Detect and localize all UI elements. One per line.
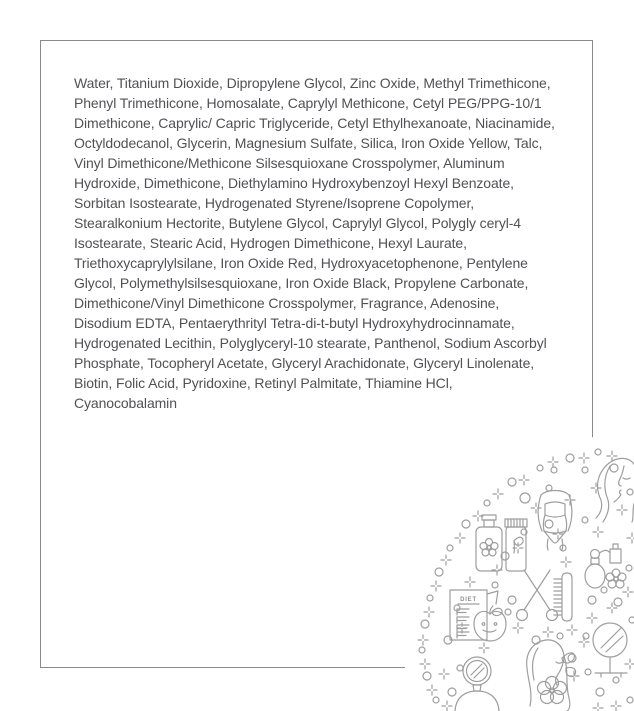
diet-label: DIET bbox=[460, 597, 477, 603]
ingredients-text: Water, Titanium Dioxide, Dipropylene Glycol, Zinc Oxide, Methyl Trimethicone, Phenyl Trimethicone, Homosalate, Caprylyl Methicone, Cetyl PEG/PPG-10/1 Dimethicone, Caprylic/ Capric Triglyceride, Cetyl Ethylhexanoate, Niacinamide, Octyldodecanol, Glycerin, Magnesium Sulfate, Silica, Iron Oxide Yellow, Talc, Vinyl Dimethicone/Methicone Silsesquioxane Crosspolymer, Aluminum Hydroxide, Dimethicone, Diethylamino Hydroxybenzoyl Hexyl Benzoate, Sorbitan Isostearate, Hydrogenated Styrene/Isoprene Copolymer, Stearalkonium Hectorite, Butylene Glycol, Caprylyl Glycol, Polygly ceryl-4 Isostearate, Stearic Acid, Hydrogen Dimethicone, Hexyl Laurate, Triethoxycaprylylsilane, Iron Oxide Red, Hydroxyacetophenone, Pentylene Glycol, Polymethylsilsesquioxane, Iron Oxide Black, Propylene Carbonate, Dimethicone/Vinyl Dimethicone Crosspolymer, Fragrance, Adenosine, Disodium EDTA, Pentaerythrityl Tetra-di-t-butyl Hydroxyhydrocinnamate, Hydrogenated Lecithin, Polyglyceryl-10 stearate, Panthenol, Sodium Ascorbyl Phosphate, Tocopheryl Acetate, Glyceryl Arachidonate, Glyceryl Linolenate, Biotin, Folic Acid, Pyridoxine, Retinyl Palmitate, Thiamine HCl, Cyanocobalamin bbox=[74, 75, 555, 411]
beauty-icons-illustration bbox=[380, 420, 634, 711]
